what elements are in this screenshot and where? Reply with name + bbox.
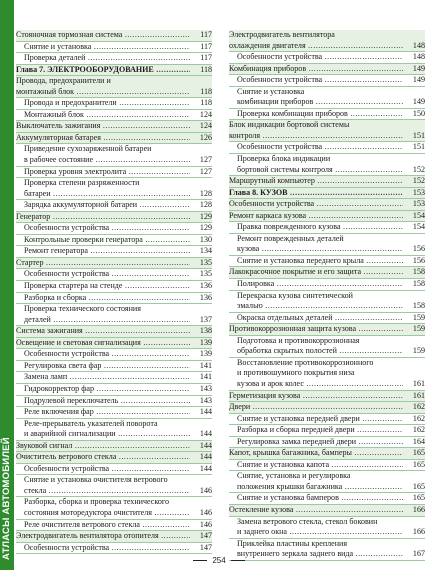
toc-entry (16, 30, 212, 42)
toc-entry (229, 52, 425, 64)
toc-entry (229, 291, 425, 313)
toc-entry (16, 338, 212, 350)
toc-entry (16, 76, 212, 98)
toc-entry-title: Противокоррозионная защита кузова ..... (229, 324, 403, 335)
toc-entry-title: Звуковой сигнал ..... (16, 441, 190, 452)
toc-page-number: 130 (199, 234, 212, 244)
toc-entry (229, 448, 425, 460)
toc-entry-title: Снятие и установка передней двери ..... (237, 414, 403, 425)
toc-entry (229, 324, 425, 336)
toc-entry-title: Электродвигатель вентилятора (229, 30, 335, 39)
toc-page-number: 139 (199, 349, 212, 359)
toc-entry-title: Аккумуляторная батарея ..... (16, 133, 190, 144)
toc-page-number: 146 (199, 507, 212, 517)
toc-entry (16, 419, 212, 441)
toc-entry (16, 178, 212, 200)
toc-page-number: 146 (199, 485, 212, 495)
side-label: АТЛАСЫ АВТОМОБИЛЕЙ (1, 437, 12, 560)
toc-entry-title: Снятие и установка очистителя ветрового (24, 475, 168, 485)
toc-page-number: 148 (412, 52, 425, 62)
toc-entry-title: Комбинация приборов ..... (229, 64, 403, 75)
toc-entry-title: внутреннего зеркала заднего вида ..... (237, 549, 403, 560)
toc-entry-title: Снятие и установка переднего крыла ..... (237, 256, 403, 267)
toc-entry (16, 258, 212, 270)
toc-entry-title: Провода и предохранители ..... (24, 98, 190, 109)
side-strip (0, 0, 14, 570)
toc-entry-title: и заднего окна ..... (237, 527, 403, 538)
toc-page-number: 151 (412, 142, 425, 152)
toc-page-number: 159 (412, 346, 425, 356)
toc-entry-title: Особенности устройства ..... (24, 223, 190, 234)
toc-entry-title: стекла ..... (24, 486, 190, 497)
toc-entry (229, 109, 425, 121)
toc-entry (16, 441, 212, 453)
toc-page-number: 149 (412, 97, 425, 107)
toc-entry (16, 121, 212, 133)
page-number: 254 (212, 556, 226, 565)
toc-entry (16, 464, 212, 476)
toc-entry (229, 176, 425, 188)
toc-page-number: 165 (412, 481, 425, 491)
toc-entry-title: Разборка и сборка ..... (24, 293, 190, 304)
toc-page-number: 165 (405, 448, 425, 459)
toc-page-number: 144 (199, 429, 212, 439)
toc-page-number: 118 (200, 98, 212, 108)
toc-entry-title: Электродвигатель вентилятора отопителя ..... (16, 531, 190, 542)
toc-entry-title: Ремонт генератора ..... (24, 246, 190, 257)
toc-entry (16, 53, 212, 65)
toc-page-number: 118 (192, 65, 212, 76)
toc-entry (16, 167, 212, 179)
toc-entry (229, 234, 425, 256)
toc-entry-title: Глава 7. ЭЛЕКТРООБОРУДОВАНИЕ ..... (16, 65, 190, 76)
toc-entry (16, 349, 212, 361)
toc-entry (229, 402, 425, 414)
toc-page-number: 149 (405, 64, 425, 75)
toc-page-number: 147 (192, 531, 212, 542)
toc-entry-title: Маршрутный компьютер ..... (229, 176, 403, 187)
toc-entry-title: Остекление кузова ..... (229, 505, 403, 516)
toc-entry-title: Очиститель ветрового стекла ..... (16, 452, 190, 463)
toc-entry (229, 142, 425, 154)
toc-entry-title: эмалью ..... (237, 301, 403, 312)
toc-entry (16, 42, 212, 54)
toc-entry-title: деталей ..... (24, 315, 190, 326)
toc-page-number: 162 (412, 413, 425, 423)
toc-entry-title: Герметизация кузова ..... (229, 391, 403, 402)
toc-entry-title: Снятие и установка (237, 86, 305, 96)
toc-entry (16, 269, 212, 281)
toc-page-number: 150 (412, 108, 425, 118)
toc-page-number: 134 (199, 246, 212, 256)
toc-entry-title: Разборка и сборка передней двери ..... (237, 425, 403, 436)
toc-entry (229, 493, 425, 505)
toc-entry (229, 414, 425, 426)
toc-entry-title: Восстановление противокоррозионного (237, 357, 374, 367)
toc-page-number: 154 (405, 211, 425, 222)
toc-entry-title: Двери ..... (229, 402, 403, 413)
toc-entry (229, 120, 425, 142)
toc-entry (229, 199, 425, 211)
toc-page-number: 136 (199, 292, 212, 302)
page-footer (0, 556, 438, 565)
toc-entry (229, 211, 425, 223)
toc-page-number: 118 (192, 87, 212, 98)
toc-entry-title: Особенности устройства ..... (24, 464, 190, 475)
toc-entry-title: Контрольные проверки генератора ..... (24, 235, 190, 246)
footer-rule-right (231, 560, 245, 561)
toc-entry (16, 497, 212, 519)
toc-entry-title: Система зажигания ..... (16, 326, 190, 337)
toc-entry-title: контроля ..... (229, 131, 403, 142)
toc-entry-title: Капот, крышка багажника, бамперы ..... (229, 448, 403, 459)
toc-page-number: 152 (405, 176, 425, 187)
toc-entry (229, 256, 425, 268)
toc-entry-title: состояния моторедуктора очистителя ..... (24, 508, 190, 519)
toc-entry-title: Проверка деталей ..... (24, 53, 190, 64)
toc-entry (229, 313, 425, 325)
toc-entry-title: Особенности устройства ..... (24, 269, 190, 280)
toc-page-number: 164 (412, 436, 425, 446)
toc-entry-title: Лакокрасочное покрытие и его защита ..... (229, 267, 403, 278)
toc-page-number: 158 (412, 279, 425, 289)
toc-entry-title: Приведение сухозаряженной батареи (24, 144, 152, 154)
toc-page-number: 162 (405, 402, 425, 413)
toc-entry (16, 372, 212, 384)
toc-entry-title: Блок индикации бортовой системы (229, 120, 350, 130)
toc-entry-title: Зарядка аккумуляторной батареи ..... (24, 200, 190, 211)
toc-page-number: 128 (199, 200, 212, 210)
toc-entry-title: Проверка уровня электролита ..... (24, 167, 190, 178)
toc-page-number: 152 (412, 164, 425, 174)
toc-entry-title: Реле-прерыватель указателей поворота (24, 418, 158, 428)
toc-entry (229, 425, 425, 437)
toc-entry (229, 30, 425, 52)
toc-entry (229, 471, 425, 493)
toc-entry-title: Снятие, установка и регулировка (237, 471, 351, 481)
toc-page-number: 129 (192, 212, 212, 223)
toc-entry-title: Особенности устройства ..... (24, 349, 190, 360)
toc-page-number: 135 (199, 269, 212, 279)
toc-entry-title: Освещение и световая сигнализация ..... (16, 338, 190, 349)
toc-right-column (229, 30, 425, 561)
toc-entry-title: Подготовка и противокоррозионная (237, 335, 360, 345)
toc-entry-title: Генератор ..... (16, 212, 190, 223)
toc-entry (16, 144, 212, 166)
toc-entry (229, 267, 425, 279)
toc-entry-title: Перекраска кузова синтетической (237, 290, 353, 300)
toc-entry-title: комбинации приборов ..... (237, 97, 403, 108)
toc-entry (16, 407, 212, 419)
toc-entry (16, 212, 212, 224)
toc-entry (229, 154, 425, 176)
toc-entry-title: Проверка степени разряженности (24, 178, 140, 188)
toc-page-number: 159 (405, 324, 425, 335)
toc-entry-title: Монтажный блок ..... (24, 110, 190, 121)
toc-page-number: 143 (199, 383, 212, 393)
toc-left-column (16, 30, 212, 554)
toc-page-number: 161 (412, 378, 425, 388)
toc-page-number: 167 (412, 549, 425, 559)
toc-entry (16, 110, 212, 122)
toc-entry-title: Провода, предохранители и (16, 76, 111, 86)
toc-entry-title: бортовой системы контроля ..... (237, 165, 403, 176)
toc-entry-title: Стояночная тормозная система ..... (16, 30, 190, 41)
toc-chapter-heading (16, 65, 212, 77)
toc-page-number: 153 (405, 188, 425, 199)
toc-entry-title: Полировка ..... (237, 279, 403, 290)
toc-entry-title: Особенности устройства ..... (229, 199, 403, 210)
toc-entry-title: Выключатель зажигания ..... (16, 121, 190, 132)
toc-entry-title: Снятие и установка бамперов ..... (237, 493, 403, 504)
toc-entry-title: Приклейка пластины крепления (237, 538, 348, 548)
toc-page-number: 138 (192, 326, 212, 337)
toc-entry-title: Проверка технического состояния (24, 304, 141, 314)
toc-entry-title: Стартер ..... (16, 258, 190, 269)
toc-entry (16, 246, 212, 258)
toc-page-number: 126 (192, 133, 212, 144)
toc-entry-title: Снятие и установка ..... (24, 42, 190, 53)
toc-entry (229, 87, 425, 109)
toc-entry-title: Ремонт поврежденных деталей (237, 233, 344, 243)
toc-entry (16, 543, 212, 555)
toc-entry-title: обработка скрытых полостей ..... (237, 346, 403, 357)
toc-entry-title: в рабочее состояние ..... (24, 155, 190, 166)
toc-page-number: 146 (199, 519, 212, 529)
toc-page-number: 139 (192, 338, 212, 349)
toc-entry-title: Гидрокорректор фар ..... (24, 384, 190, 395)
toc-entry (229, 358, 425, 391)
toc-entry (229, 222, 425, 234)
toc-entry (16, 133, 212, 145)
toc-entry-title: Реле очистителя ветрового стекла ..... (24, 520, 190, 531)
toc-entry (16, 396, 212, 408)
toc-page-number: 154 (412, 222, 425, 232)
toc-page-number: 144 (199, 407, 212, 417)
toc-entry (229, 517, 425, 539)
toc-entry-title: положения крышки багажника ..... (237, 482, 403, 493)
toc-page-number: 129 (199, 223, 212, 233)
toc-page-number: 124 (192, 121, 212, 132)
toc-entry (16, 361, 212, 373)
toc-page-number: 151 (405, 131, 425, 142)
toc-entry-title: Подрулевой переключатель ..... (24, 396, 190, 407)
toc-page-number: 143 (199, 395, 212, 405)
toc-entry-title: батареи ..... (24, 189, 190, 200)
toc-page-number: 117 (200, 41, 212, 51)
toc-entry-title: Разборка, сборка и проверка технического (24, 497, 169, 507)
toc-entry-title: Замена ветрового стекла, стекол боковин (237, 516, 378, 526)
toc-entry (229, 391, 425, 403)
toc-page-number: 127 (199, 155, 212, 165)
toc-page-number: 128 (199, 188, 212, 198)
toc-entry-title: Особенности устройства ..... (237, 75, 403, 86)
toc-entry-title: Регулировка света фар ..... (24, 361, 190, 372)
toc-page-number: 141 (199, 360, 212, 370)
toc-page-number: 149 (412, 75, 425, 85)
toc-entry-title: кузова и арок колес ..... (237, 379, 403, 390)
toc-page-number: 165 (412, 493, 425, 503)
toc-entry (16, 531, 212, 543)
toc-page-number: 117 (200, 53, 212, 63)
toc-entry-title: Реле включения фар ..... (24, 407, 190, 418)
toc-page-number: 147 (199, 542, 212, 552)
toc-entry (229, 75, 425, 87)
toc-entry-title: Особенности устройства ..... (237, 52, 403, 63)
toc-entry (16, 384, 212, 396)
toc-page-number: 148 (405, 41, 425, 52)
toc-entry (229, 64, 425, 76)
toc-entry (229, 279, 425, 291)
toc-page-number: 135 (192, 258, 212, 269)
toc-entry-title: монтажный блок ..... (16, 87, 190, 98)
toc-entry-title: Проверка блока индикации (237, 154, 331, 164)
toc-entry-title: Ремонт каркаса кузова ..... (229, 211, 403, 222)
toc-entry (229, 437, 425, 449)
toc-entry (229, 460, 425, 472)
toc-entry (16, 326, 212, 338)
toc-entry-title: Проверка стартера на стенде ..... (24, 281, 190, 292)
toc-entry-title: Замена ламп ..... (24, 372, 190, 383)
toc-page-number: 117 (192, 30, 212, 41)
toc-entry-title: Окраска отдельных деталей ..... (237, 313, 403, 324)
toc-entry (16, 223, 212, 235)
toc-page-number: 144 (192, 441, 212, 452)
toc-page-number: 158 (412, 301, 425, 311)
toc-page-number: 144 (199, 463, 212, 473)
toc-page-number: 137 (199, 314, 212, 324)
toc-entry (229, 505, 425, 517)
toc-page-number: 136 (199, 281, 212, 291)
toc-entry-title: охлаждения двигателя ..... (229, 41, 403, 52)
toc-entry (16, 293, 212, 305)
toc-page-number: 141 (199, 372, 212, 382)
toc-page-number: 153 (405, 199, 425, 210)
toc-entry-title: Особенности устройства ..... (237, 142, 403, 153)
toc-entry-title: Глава 8. КУЗОВ ..... (229, 188, 403, 199)
toc-page-number: 144 (192, 452, 212, 463)
footer-rule-left (193, 560, 207, 561)
toc-entry (16, 475, 212, 497)
toc-page-number: 158 (405, 267, 425, 278)
toc-entry (229, 336, 425, 358)
toc-entry (16, 200, 212, 212)
toc-entry (16, 520, 212, 532)
toc-page-number: 124 (199, 109, 212, 119)
toc-page-number: 156 (412, 244, 425, 254)
toc-page-number: 156 (412, 255, 425, 265)
toc-entry-title: Регулировка замка передней двери ..... (237, 437, 403, 448)
toc-chapter-heading (229, 188, 425, 200)
toc-entry (16, 98, 212, 110)
toc-entry-title: Проверка комбинации приборов ..... (237, 109, 403, 120)
toc-entry (16, 281, 212, 293)
toc-page-number: 166 (412, 527, 425, 537)
toc-entry-title: Особенности устройства ..... (24, 543, 190, 554)
toc-page-number: 161 (405, 391, 425, 402)
toc-page-number: 166 (405, 505, 425, 516)
toc-entry (16, 304, 212, 326)
toc-page-number: 159 (412, 312, 425, 322)
toc-page-number: 165 (412, 459, 425, 469)
toc-entry-title: кузова ..... (237, 244, 403, 255)
toc-page-number: 162 (412, 425, 425, 435)
toc-entry-title: и противошумного покрытия низа (237, 368, 355, 378)
toc-entry-title: Снятие и установка капота ..... (237, 460, 403, 471)
toc-entry (16, 452, 212, 464)
toc-page-number: 127 (199, 166, 212, 176)
toc-entry (16, 235, 212, 247)
toc-entry-title: Правка поврежденного кузова ..... (237, 222, 403, 233)
toc-entry-title: и аварийной сигнализации ..... (24, 429, 190, 440)
